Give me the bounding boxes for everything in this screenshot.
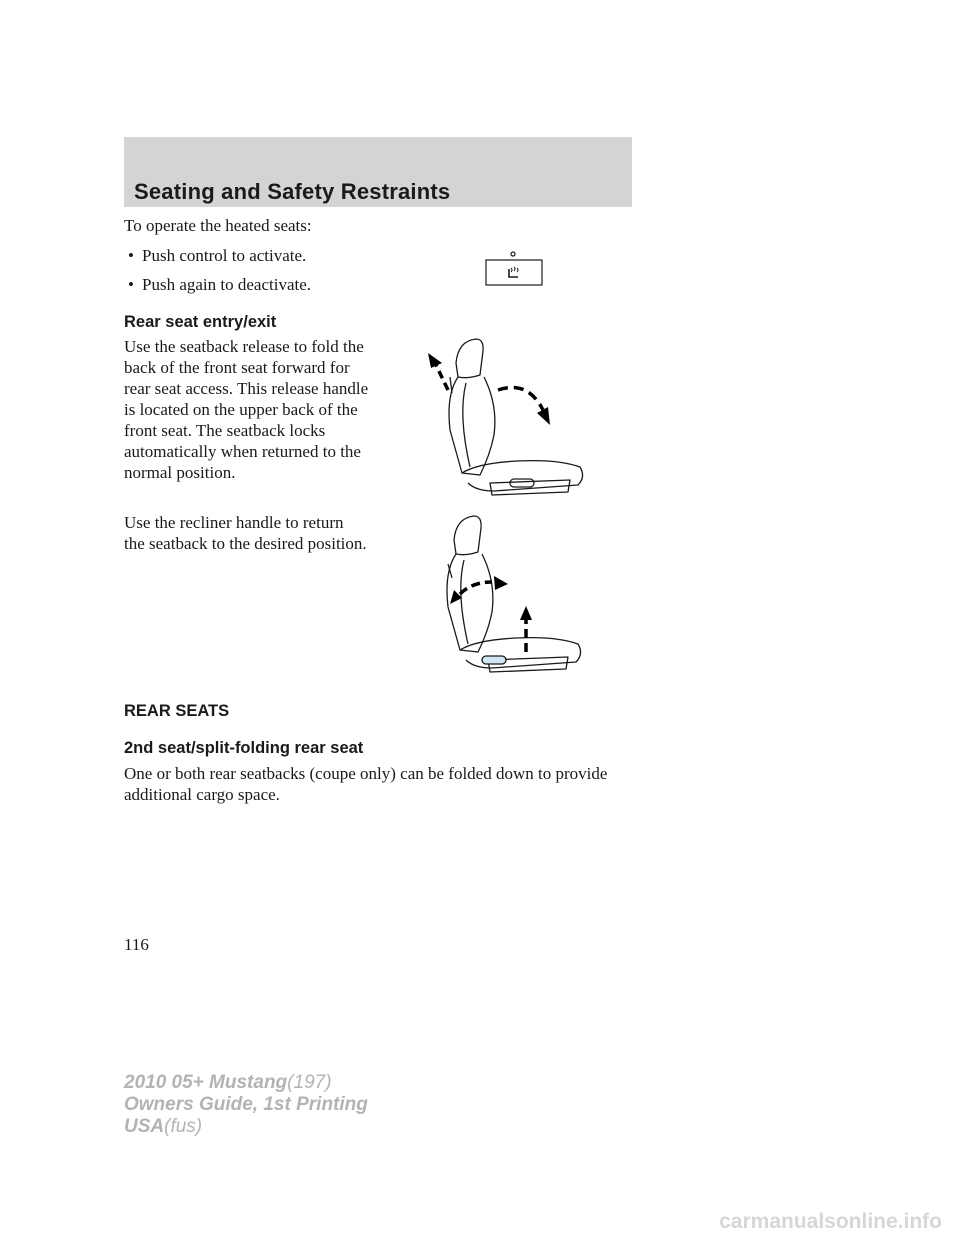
page-number: 116 bbox=[124, 935, 149, 954]
rear-seat-entry-paragraph: Use the seatback release to fold the back of the front seat forward for rear seat access. This release handle is located on the upper back of the front seat. The seatback locks automatically when returned to the normal position. bbox=[124, 337, 369, 482]
recliner-paragraph: Use the recliner handle to return the seatback to the desired position. bbox=[124, 513, 367, 553]
heated-seats-intro: To operate the heated seats: bbox=[124, 216, 312, 235]
bullet-dot: • bbox=[128, 246, 134, 265]
section-title: Seating and Safety Restraints bbox=[134, 179, 451, 204]
seat-recline-icon bbox=[440, 512, 590, 672]
rear-seats-heading: REAR SEATS bbox=[124, 702, 230, 720]
footer-line: 2010 05+ Mustang(197) bbox=[124, 1072, 332, 1093]
document-footer bbox=[124, 1072, 368, 1138]
section-header bbox=[124, 137, 632, 207]
seat-fold-forward-icon bbox=[418, 335, 593, 500]
split-folding-subheading: 2nd seat/split-folding rear seat bbox=[124, 739, 364, 757]
bullet-dot: • bbox=[128, 275, 134, 294]
watermark: carmanualsonline.info bbox=[719, 1210, 942, 1233]
rear-seats-paragraph: One or both rear seatbacks (coupe only) can be folded down to provide additional cargo space. bbox=[124, 764, 608, 804]
footer-line: USA(fus) bbox=[124, 1116, 203, 1137]
footer-line: Owners Guide, 1st Printing bbox=[124, 1094, 368, 1115]
heated-seat-icon bbox=[485, 250, 543, 286]
rear-seat-entry-heading: Rear seat entry/exit bbox=[124, 313, 277, 331]
